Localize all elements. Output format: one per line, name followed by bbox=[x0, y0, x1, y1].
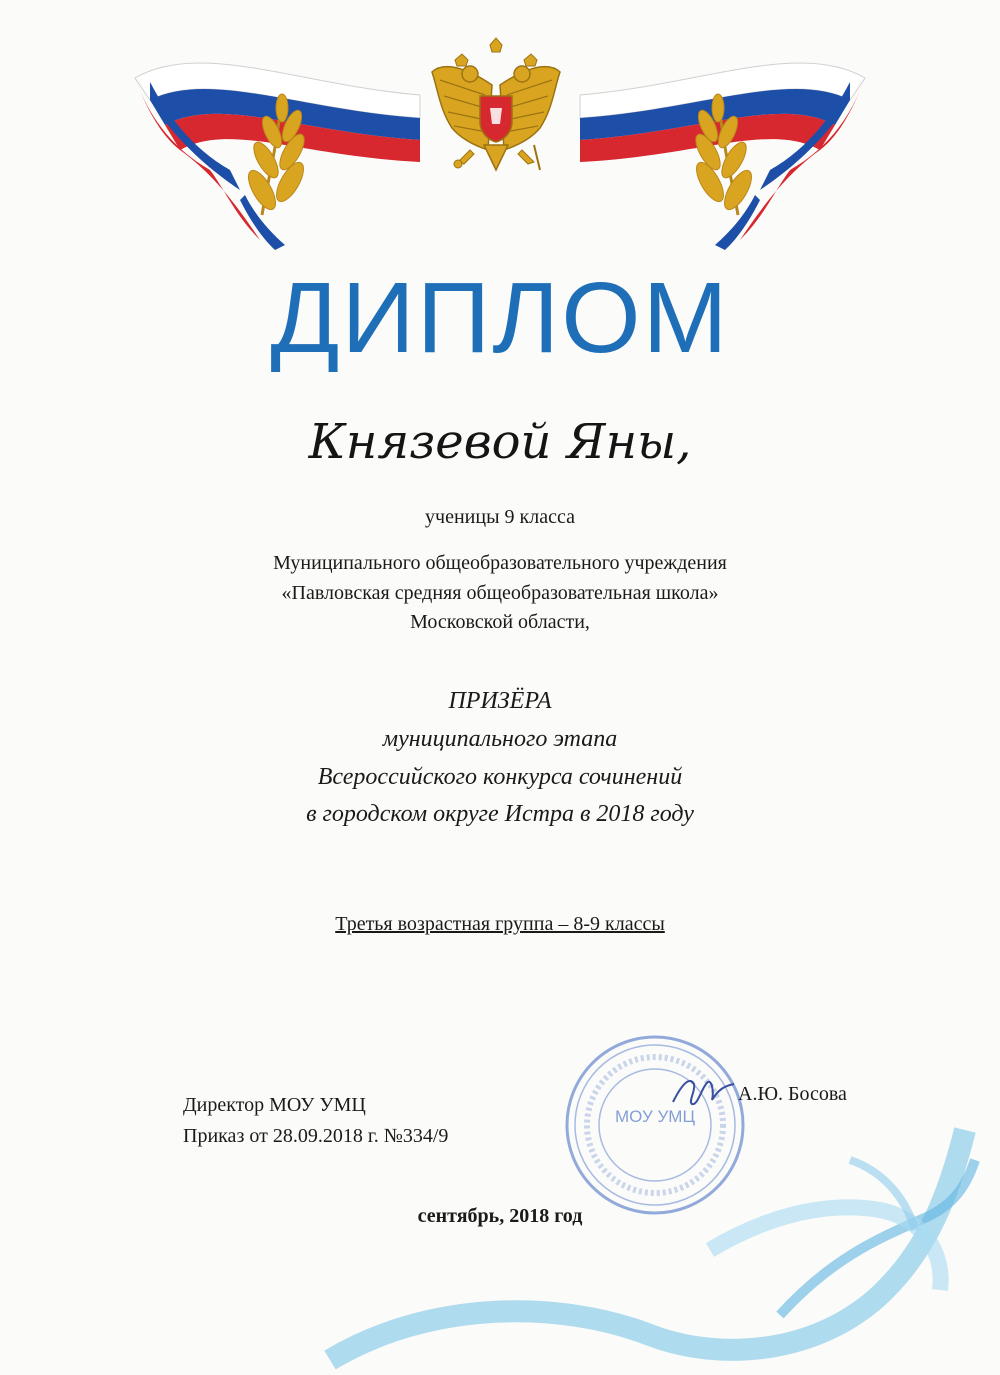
award-title: ПРИЗЁРА bbox=[448, 688, 552, 714]
award-line-4: в городском округе Истра в 2018 году bbox=[306, 801, 694, 827]
student-class: ученицы 9 класса bbox=[425, 506, 575, 528]
ribbon-decoration bbox=[0, 1100, 1000, 1375]
signer-name: А.Ю. Босова bbox=[738, 1083, 847, 1105]
age-group-text: Третья возрастная группа – 8-9 классы bbox=[335, 913, 665, 935]
header-decoration bbox=[0, 0, 1000, 260]
stamp-text: МОУ УМЦ bbox=[614, 1107, 696, 1126]
award-line-3: Всероссийского конкурса сочинений bbox=[317, 764, 683, 790]
diploma-title: ДИПЛОМ bbox=[270, 262, 730, 374]
signature bbox=[668, 1072, 738, 1112]
order-reference: Приказ от 28.09.2018 г. №334/9 bbox=[183, 1125, 449, 1147]
signer-block bbox=[183, 1090, 448, 1152]
school-line-2: «Павловская средняя общеобразовательная школа» bbox=[281, 582, 719, 604]
left-ribbon bbox=[135, 63, 420, 250]
recipient-name: Князевой Яны, bbox=[308, 414, 692, 470]
award-line-2: муниципального этапа bbox=[382, 726, 618, 752]
signer-title: Директор МОУ УМЦ bbox=[183, 1094, 366, 1116]
school-line-3: Московской области, bbox=[410, 611, 590, 633]
right-ribbon bbox=[580, 63, 865, 250]
school-line-1: Муниципального общеобразовательного учреждения bbox=[273, 552, 727, 574]
issue-date: сентябрь, 2018 год bbox=[417, 1205, 583, 1227]
coat-of-arms-icon bbox=[432, 38, 560, 170]
age-group bbox=[0, 913, 1000, 936]
stamp-seal bbox=[560, 1030, 750, 1220]
